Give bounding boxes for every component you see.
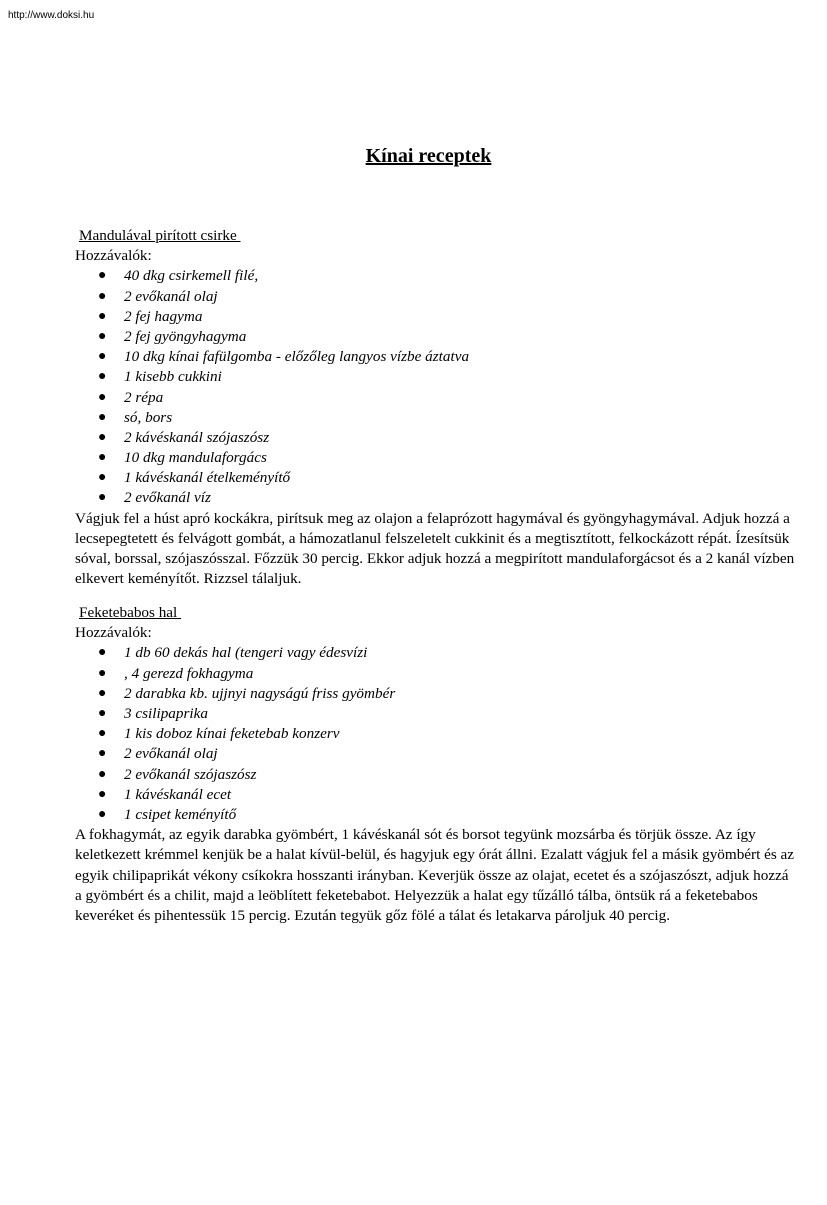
bullet-icon: ● [98, 490, 107, 506]
ingredients-list [75, 266, 795, 508]
ingredient-item: ● 1 db 60 dekás hal (tengeri vagy édesvízi [75, 643, 795, 663]
bullet-icon: ● [98, 685, 107, 701]
recipe-instructions: A fokhagymát, az egyik darabka gyömbért, 1 kávéskanál sót és borsot tegyünk mozsárba és törjük össze. Az így keletkezett krémmel kenjük be a halat kívül-belül, és hagyjuk egy órát állni. Ezalatt vágjuk fel a másik gyömbért és az egyik chilipaprikát vékony csíkokra hosszanti irányban. Keverjük össze az olajat, ecetet és a szójaszószt, adjuk hozzá a gyömbért és a chilit, majd a leöblített feketebabot. Helyezzük a halat egy tűzálló tálba, öntsük rá a feketebabos keveréket és pihentessük 15 percig. Ezután tegyük gőz fölé a tálat és letakarva pároljuk 40 percig. [75, 826, 795, 924]
bullet-icon: ● [98, 389, 107, 405]
ingredient-item: ● 2 evőkanál olaj [75, 744, 795, 764]
ingredient-item: ● 2 evőkanál szójaszósz [75, 765, 795, 785]
bullet-icon: ● [98, 726, 107, 742]
recipe-title: Feketebabos hal [79, 604, 182, 621]
bullet-icon: ● [98, 806, 107, 822]
ingredients-heading: Hozzávalók: [75, 247, 152, 265]
bullet-icon: ● [98, 645, 107, 661]
bullet-icon: ● [98, 409, 107, 425]
bullet-icon: ● [98, 349, 107, 365]
ingredients-list [75, 643, 795, 825]
ingredient-item: ● 2 kávéskanál szójaszósz [75, 428, 795, 448]
ingredient-item: ● 2 fej gyöngyhagyma [75, 327, 795, 347]
bullet-icon: ● [98, 470, 107, 486]
bullet-icon: ● [98, 429, 107, 445]
ingredient-item: ● 2 evőkanál olaj [75, 287, 795, 307]
ingredient-item: ● só, bors [75, 408, 795, 428]
ingredient-item: ● , 4 gerezd fokhagyma [75, 664, 795, 684]
bullet-icon: ● [98, 746, 107, 762]
ingredient-item: ● 10 dkg kínai fafülgomba - előzőleg langyos vízbe áztatva [75, 347, 795, 367]
ingredient-item: ● 40 dkg csirkemell filé, [75, 266, 795, 286]
page-title: Kínai receptek [365, 145, 492, 167]
bullet-icon: ● [98, 786, 107, 802]
source-url: http://www.doksi.hu [8, 10, 95, 21]
bullet-icon: ● [98, 665, 107, 681]
bullet-icon: ● [98, 288, 107, 304]
ingredients-heading: Hozzávalók: [75, 624, 152, 642]
ingredient-item: ● 2 evőkanál víz [75, 488, 795, 508]
ingredient-item: ● 1 kis doboz kínai feketebab konzerv [75, 724, 795, 744]
bullet-icon: ● [98, 766, 107, 782]
ingredient-item: ● 2 fej hagyma [75, 307, 795, 327]
recipe-title: Mandulával pirított csirke [79, 227, 241, 244]
bullet-icon: ● [98, 328, 107, 344]
ingredient-item: ● 1 kávéskanál ecet [75, 785, 795, 805]
ingredient-item: ● 1 kávéskanál ételkeményítő [75, 468, 795, 488]
ingredient-item: ● 2 darabka kb. ujjnyi nagyságú friss gyömbér [75, 684, 795, 704]
ingredient-item: ● 2 répa [75, 388, 795, 408]
ingredient-item: ● 3 csilipaprika [75, 704, 795, 724]
recipe-almond-chicken [75, 226, 795, 589]
bullet-icon: ● [98, 369, 107, 385]
ingredient-item: ● 10 dkg mandulaforgács [75, 448, 795, 468]
ingredient-item: ● 1 kisebb cukkini [75, 367, 795, 387]
bullet-icon: ● [98, 450, 107, 466]
bullet-icon: ● [98, 705, 107, 721]
ingredient-item: ● 1 csipet keményítő [75, 805, 795, 825]
bullet-icon: ● [98, 268, 107, 284]
recipe-black-bean-fish [75, 603, 795, 926]
recipe-instructions: Vágjuk fel a húst apró kockákra, pirítsuk meg az olajon a felaprózott hagymával és gyöngyhagymával. Adjuk hozzá a lecsepegtetett és felvágott gombát, a hámozatlanul felszeletelt cukkinit és a megtisztított, felkockázott répát. Ízesítsük sóval, borssal, szójaszósszal. Főzzük 30 percig. Ekkor adjuk hozzá a megpirított mandulaforgácsot és a 2 kanál vízben elkevert keményítőt. Rizzsel tálaljuk. [75, 509, 795, 588]
bullet-icon: ● [98, 308, 107, 324]
